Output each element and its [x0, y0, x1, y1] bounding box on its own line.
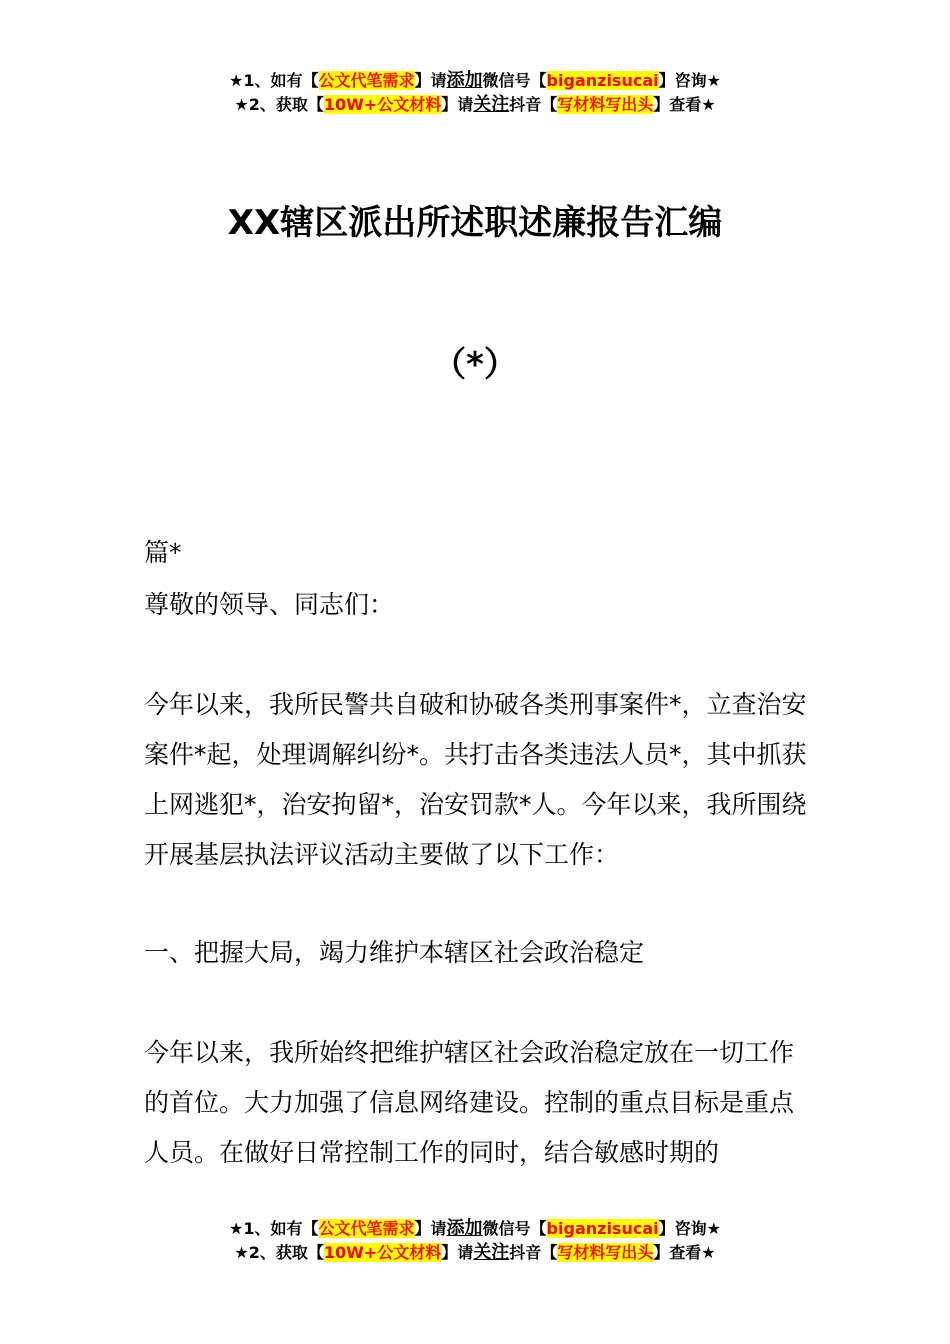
banner-highlight: biganzisucai	[546, 1219, 659, 1238]
banner-text: ★1、如有【	[229, 71, 319, 90]
banner-emphasis: 添加	[446, 1218, 483, 1239]
banner-text: ★2、获取【	[234, 1243, 324, 1262]
banner-text: 抖音【	[509, 95, 558, 114]
banner-text: 微信号【	[482, 1219, 547, 1238]
banner-line-2	[0, 93, 950, 117]
banner-line-1	[0, 69, 950, 93]
banner-text: 】查看★	[653, 1243, 716, 1262]
document-subtitle: （*）	[432, 345, 518, 385]
greeting	[144, 580, 812, 630]
banner-text: 】请	[414, 71, 447, 90]
banner-text: 抖音【	[509, 1243, 558, 1262]
top-banner	[0, 69, 950, 117]
section-label	[144, 528, 812, 578]
banner-highlight: 10W+公文材料	[323, 95, 442, 114]
paragraph-2	[144, 1028, 812, 1178]
banner-highlight: 公文代笔需求	[318, 1219, 415, 1238]
banner-line-2	[0, 1241, 950, 1265]
banner-highlight: 写材料写出头	[557, 95, 654, 114]
banner-text: 】查看★	[653, 95, 716, 114]
section-heading-1-text: 一、把握大局，竭力维护本辖区社会政治稳定	[144, 938, 645, 967]
banner-highlight: 公文代笔需求	[318, 71, 415, 90]
banner-emphasis: 关注	[473, 1242, 510, 1263]
banner-text: 】咨询★	[658, 1219, 721, 1238]
banner-text: 】请	[414, 1219, 447, 1238]
banner-text: 】请	[441, 95, 474, 114]
section-heading-1	[144, 928, 812, 978]
banner-emphasis: 添加	[446, 70, 483, 91]
greeting-text: 尊敬的领导、同志们：	[144, 590, 395, 619]
banner-emphasis: 关注	[473, 94, 510, 115]
section-label-text: 篇*	[144, 538, 182, 567]
banner-text: 】咨询★	[658, 71, 721, 90]
document-title: XX辖区派出所述职述廉报告汇编	[227, 203, 723, 243]
banner-text: ★2、获取【	[234, 95, 324, 114]
paragraph-1-text: 今年以来，我所民警共自破和协破各类刑事案件*，立查治安案件*起，处理调解纠纷*。共打击各类违法人员*，其中抓获上网逃犯*，治安拘留*，治安罚款*人。今年以来，我所围绕开展基层执法评议活动主要做了以下工作：	[144, 690, 807, 869]
banner-highlight: 10W+公文材料	[323, 1243, 442, 1262]
banner-line-1	[0, 1217, 950, 1241]
banner-text: 】请	[441, 1243, 474, 1262]
banner-text: ★1、如有【	[229, 1219, 319, 1238]
bottom-banner	[0, 1217, 950, 1265]
banner-text: 微信号【	[482, 71, 547, 90]
banner-highlight: 写材料写出头	[557, 1243, 654, 1262]
paragraph-2-text: 今年以来，我所始终把维护辖区社会政治稳定放在一切工作的首位。大力加强了信息网络建设。控制的重点目标是重点人员。在做好日常控制工作的同时，结合敏感时期的	[144, 1038, 795, 1167]
banner-highlight: biganzisucai	[546, 71, 659, 90]
paragraph-1	[144, 680, 812, 880]
